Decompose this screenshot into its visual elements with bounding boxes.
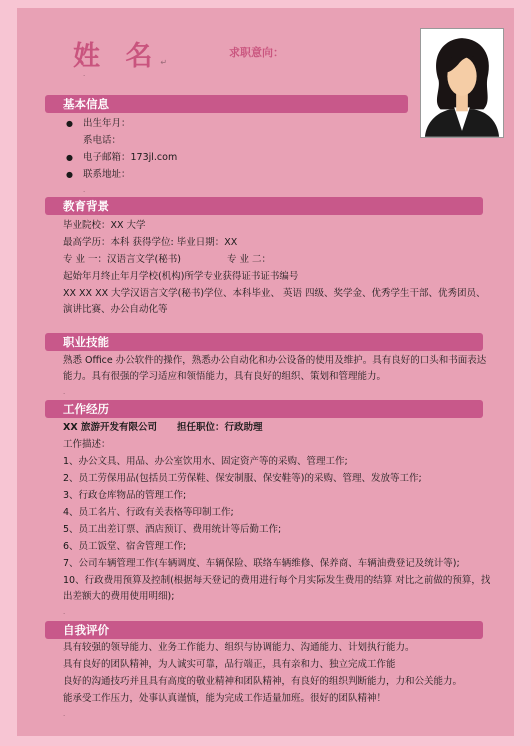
section-title: 工作经历 (63, 402, 109, 416)
name-text: 姓 名 (73, 41, 161, 72)
section-title: 职业技能 (63, 335, 109, 349)
section-education (45, 197, 483, 215)
evaluation-line: 具有良好的团队精神，为人诚实可靠，品行端正，具有亲和力、独立完成工作能 (63, 659, 396, 670)
email-field: ● 电子邮箱：173jl.com (83, 150, 177, 166)
work-item: 6、员工饭堂、宿舍管理工作; (63, 541, 187, 552)
paragraph-mark: . (63, 388, 66, 396)
resume-page (17, 8, 514, 736)
work-item: 5、员工出差订票、酒店预订、费用统计等后勤工作; (63, 524, 282, 535)
name-heading (73, 34, 167, 73)
birth-field: ● 出生年月： (83, 116, 131, 132)
job-intention-label: 求职意向： (229, 46, 284, 59)
evaluation-line: 具有较强的领导能力、业务工作能力、组织与协调能力、沟通能力、计划执行能力。 (63, 642, 415, 653)
skills-text: 熟悉 Office 办公软件的操作，熟悉办公自动化和办公设备的使用及维护。具有良好的口头和书面表达能力。具有很强的学习适应和领悟能力，具有良好的组织、策划和管理能力。 (63, 355, 487, 382)
profile-photo (420, 28, 504, 138)
work-item: 7、公司车辆管理工作(车辆调度、车辆保险、联络车辆维修、保养商、车辆油费登记及统计等); (63, 558, 460, 569)
work-desc-label: 工作描述： (63, 439, 111, 450)
avatar-illustration (421, 29, 503, 137)
section-title: 自我评价 (63, 623, 109, 637)
section-evaluation (45, 621, 483, 639)
position-field: 担任职位：行政助理 (177, 422, 263, 433)
phone-field: 系电话： (83, 135, 122, 146)
work-item: 3、行政仓库物品的管理工作; (63, 490, 187, 501)
paragraph-mark: . (63, 710, 66, 718)
major-two-field: 专 业 二： (227, 254, 272, 265)
return-mark: ↵ (160, 58, 168, 67)
evaluation-line: 能承受工作压力，处事认真谨慎，能为完成工作适量加班。很好的团队精神！ (63, 693, 387, 704)
section-basic-info (45, 95, 408, 113)
work-item: 2、员工劳保用品(包括员工劳保鞋、保安制服、保安鞋等)的采购、管理、发放等工作; (63, 473, 422, 484)
work-item: 1、办公文具、用品、办公室饮用水、固定资产等的采购、管理工作; (63, 456, 348, 467)
section-work (45, 400, 483, 418)
work-item-ten: 10、行政费用预算及控制(根据每天登记的费用进行每个月实际发生费用的结算 对比之前做的预算，找出差额大的费用使用明细); (63, 575, 491, 602)
paragraph-mark: . (63, 608, 66, 616)
evaluation-line: 良好的沟通技巧并且具有高度的敬业精神和团队精神，有良好的组织判断能力，力和公关能力。 (63, 676, 463, 687)
work-item: 4、员工名片、行政有关表格等印制工作; (63, 507, 234, 518)
degree-field: 最高学历：本科 获得学位: 毕业日期：XX (63, 237, 238, 248)
certificate-header: 起始年月终止年月学校(机构)所学专业获得证书证书编号 (63, 271, 299, 282)
education-detail: XX XX XX 大学汉语言文学(秘书)学位、本科毕业、 英语 四级、奖学金、优秀学生干部、优秀团员、演讲比赛、办公自动化等 (63, 288, 486, 315)
section-skills (45, 333, 483, 351)
paragraph-mark: . (83, 186, 86, 194)
section-title: 教育背景 (63, 199, 109, 213)
paragraph-mark: . (83, 70, 86, 78)
section-title: 基本信息 (63, 97, 109, 111)
address-field: ● 联系地址： (83, 167, 131, 183)
company-name: XX 旅游开发有限公司 (63, 422, 157, 433)
major-one-field: 专 业 一：汉语言文学(秘书) (63, 254, 181, 265)
school-field: 毕业院校：XX 大学 (63, 220, 146, 231)
